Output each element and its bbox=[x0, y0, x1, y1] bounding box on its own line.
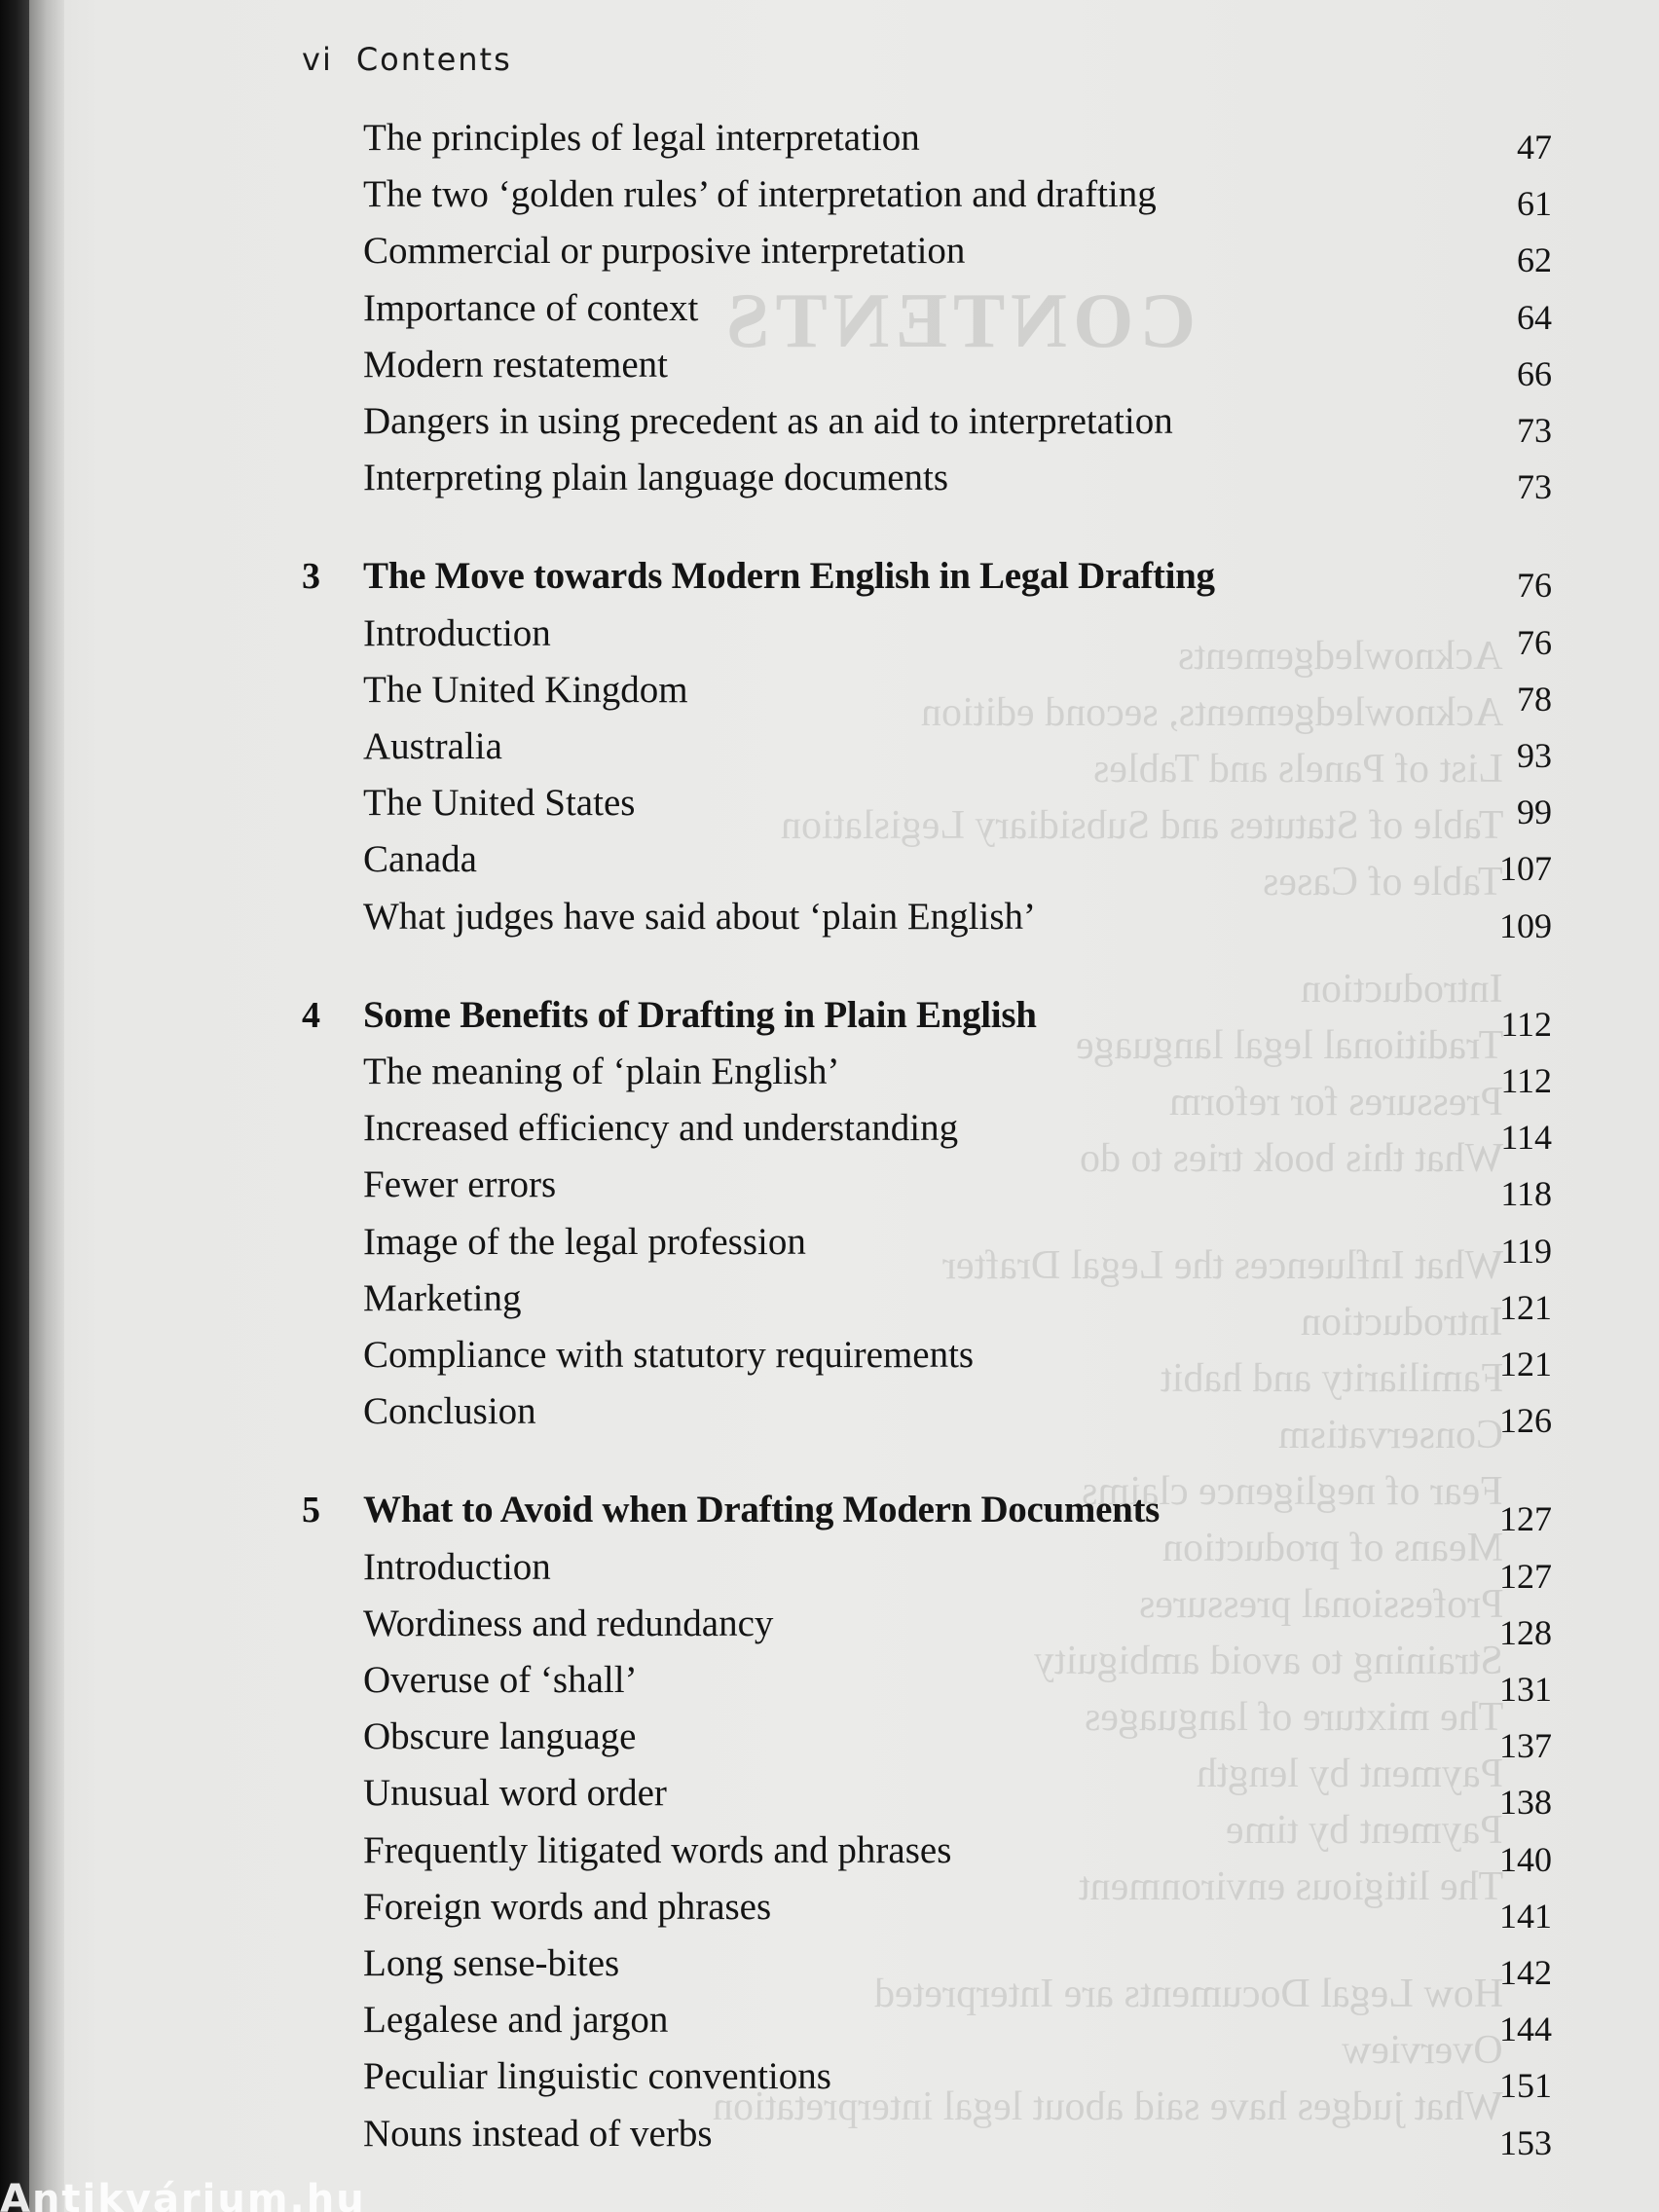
entry-title: Overuse of ‘shall’ bbox=[363, 1659, 638, 1701]
toc-entry-row bbox=[0, 1717, 1659, 1766]
toc-entry-row bbox=[0, 402, 1659, 451]
page-folio: vi bbox=[302, 41, 333, 78]
entry-title: Wordiness and redundancy bbox=[363, 1602, 774, 1644]
entry-title: The United States bbox=[363, 782, 636, 825]
page-number: 119 bbox=[1500, 1231, 1552, 1271]
bleed-through-line: Acknowledgements bbox=[1178, 634, 1503, 679]
toc-entry-row bbox=[0, 1944, 1659, 1993]
toc-entry-row bbox=[0, 2057, 1659, 2106]
toc-entry-row bbox=[0, 840, 1659, 889]
entry-title: Long sense-bites bbox=[363, 1942, 620, 1984]
entry-title: Australia bbox=[363, 725, 502, 767]
page-number: 128 bbox=[1499, 1612, 1552, 1652]
entry-title: Modern restatement bbox=[363, 343, 668, 386]
bleed-through-line: List of Panels and Tables bbox=[1093, 747, 1503, 792]
bleed-through-line: Conservatism bbox=[1278, 1413, 1503, 1457]
page-number: 107 bbox=[1499, 849, 1552, 889]
toc-entry-row bbox=[0, 286, 1659, 338]
page-number: 112 bbox=[1500, 1004, 1552, 1044]
page-number: 127 bbox=[1499, 1499, 1552, 1539]
page-number: 76 bbox=[1517, 622, 1552, 662]
bleed-through-line: What judges have said about legal interpretation bbox=[713, 2084, 1503, 2129]
page-number: 62 bbox=[1517, 240, 1552, 280]
page-number: 99 bbox=[1517, 793, 1552, 832]
toc-entry-row bbox=[0, 1052, 1659, 1101]
toc-entry-row bbox=[0, 1220, 1659, 1272]
entry-title: Obscure language bbox=[363, 1715, 637, 1758]
bleed-through-line: Table of Statutes and Subsidiary Legislation bbox=[780, 803, 1503, 848]
page-number: 73 bbox=[1517, 467, 1552, 507]
toc-chapter-row bbox=[0, 993, 1659, 1045]
page-number: 61 bbox=[1517, 184, 1552, 224]
page-number: 153 bbox=[1499, 2122, 1552, 2162]
toc-entry-row bbox=[0, 2112, 1659, 2163]
entry-title: Compliance with statutory requirements bbox=[363, 1334, 975, 1376]
bleed-through-line: Straining to avoid ambiguity bbox=[1034, 1639, 1503, 1683]
toc-entry-row bbox=[0, 784, 1659, 832]
page-number: 142 bbox=[1499, 1953, 1552, 1992]
entry-title: Introduction bbox=[363, 1545, 551, 1588]
page-number: 151 bbox=[1499, 2066, 1552, 2106]
toc-entry-row bbox=[0, 668, 1659, 719]
toc-entry-row bbox=[0, 2001, 1659, 2049]
bleed-through-line: Means of production bbox=[1162, 1526, 1503, 1570]
bleed-through-line: Familiarity and habit bbox=[1160, 1356, 1503, 1401]
entry-title: Fewer errors bbox=[363, 1163, 557, 1206]
page-number: 47 bbox=[1517, 128, 1552, 166]
entry-title: The United Kingdom bbox=[363, 668, 688, 711]
entry-title: The principles of legal interpretation bbox=[363, 117, 920, 159]
toc-entry-row bbox=[0, 1165, 1659, 1214]
page-number: 73 bbox=[1517, 411, 1552, 450]
page-number: 118 bbox=[1500, 1174, 1552, 1214]
entry-title: Canada bbox=[363, 838, 477, 881]
toc-entry-row bbox=[0, 1336, 1659, 1384]
entry-title: Frequently litigated words and phrases bbox=[363, 1828, 952, 1871]
entry-title: Foreign words and phrases bbox=[363, 1885, 772, 1928]
entry-title: Nouns instead of verbs bbox=[363, 2112, 713, 2155]
running-head-title: Contents bbox=[355, 41, 512, 78]
bleed-through-line: Introduction bbox=[1301, 967, 1503, 1012]
bleed-through-line: Traditional legal language bbox=[1075, 1023, 1503, 1068]
page-number: 138 bbox=[1499, 1783, 1552, 1823]
toc-chapter-row bbox=[0, 557, 1659, 606]
toc-entry-row bbox=[0, 343, 1659, 394]
page-number: 114 bbox=[1500, 1118, 1552, 1158]
page-number: 126 bbox=[1499, 1401, 1552, 1441]
page-number: 78 bbox=[1517, 679, 1552, 719]
entry-title: The two ‘golden rules’ of interpretation and drafting bbox=[363, 173, 1157, 216]
page-number: 66 bbox=[1517, 353, 1552, 393]
bleed-through-line: Overview bbox=[1342, 2028, 1503, 2073]
bleed-through-line: What this book tries to do bbox=[1079, 1136, 1503, 1181]
entry-title: Image of the legal profession bbox=[363, 1220, 806, 1263]
page-number: 121 bbox=[1499, 1287, 1552, 1327]
entry-title: Introduction bbox=[363, 611, 551, 654]
chapter-title: The Move towards Modern English in Legal Drafting bbox=[363, 555, 1215, 598]
bleed-through-line: What Influences the Legal Drafter bbox=[941, 1243, 1503, 1288]
bleed-through-line: Fear of negligence claims bbox=[1082, 1469, 1503, 1514]
bleed-through-line: The litigious environment bbox=[1078, 1864, 1503, 1909]
page-number: 109 bbox=[1499, 905, 1552, 945]
toc-entry-row bbox=[0, 895, 1659, 946]
entry-title: Conclusion bbox=[363, 1390, 536, 1433]
entry-title: Legalese and jargon bbox=[363, 1999, 669, 2042]
bleed-through-heading: CONTENTS bbox=[720, 278, 1197, 364]
chapter-number: 3 bbox=[302, 556, 320, 598]
entry-title: Interpreting plain language documents bbox=[363, 457, 949, 499]
running-head bbox=[302, 41, 512, 78]
toc-entry-row bbox=[0, 1545, 1659, 1597]
chapter-number: 4 bbox=[302, 994, 320, 1036]
bleed-through-line: Pressures for reform bbox=[1169, 1080, 1503, 1124]
toc-entry-row bbox=[0, 1109, 1659, 1158]
entry-title: Dangers in using precedent as an aid to interpretation bbox=[363, 400, 1173, 442]
toc-chapter-row bbox=[0, 1491, 1659, 1539]
chapter-number: 5 bbox=[302, 1490, 320, 1531]
toc-entry-row bbox=[0, 175, 1659, 224]
entry-title: Peculiar linguistic conventions bbox=[363, 2055, 831, 2098]
chapter-title: What to Avoid when Drafting Modern Documents bbox=[363, 1489, 1161, 1531]
toc-entry-row bbox=[0, 119, 1659, 167]
entry-title: What judges have said about ‘plain English’ bbox=[363, 895, 1036, 938]
bleed-through-line: Table of Cases bbox=[1263, 860, 1503, 904]
page-number: 140 bbox=[1499, 1839, 1552, 1879]
entry-title: Unusual word order bbox=[363, 1772, 667, 1815]
bleed-through-line: Acknowledgements, second edition bbox=[920, 690, 1503, 735]
toc-entry-row bbox=[0, 1774, 1659, 1823]
entry-title: Commercial or purposive interpretation bbox=[363, 230, 966, 273]
bleed-through-line: The mixture of languages bbox=[1084, 1695, 1503, 1740]
bleed-through-line: Payment by time bbox=[1226, 1808, 1503, 1853]
bleed-through-line: How Legal Documents are Interpreted bbox=[873, 1972, 1503, 2016]
bleed-through-line: Professional pressures bbox=[1138, 1582, 1503, 1627]
toc-entry-row bbox=[0, 611, 1659, 663]
toc-entry-row bbox=[0, 1661, 1659, 1710]
page-number: 112 bbox=[1500, 1061, 1552, 1100]
toc-entry-row bbox=[0, 1276, 1659, 1328]
toc-entry-row bbox=[0, 459, 1659, 507]
toc-entry-row bbox=[0, 1604, 1659, 1653]
entry-title: The meaning of ‘plain English’ bbox=[363, 1051, 840, 1092]
page-number: 127 bbox=[1499, 1556, 1552, 1596]
bleed-through-line: Introduction bbox=[1301, 1300, 1503, 1345]
page-number: 131 bbox=[1499, 1670, 1552, 1709]
entry-title: Importance of context bbox=[363, 286, 699, 329]
toc-entry-row bbox=[0, 727, 1659, 776]
page-number: 93 bbox=[1517, 736, 1552, 775]
watermark: Antikvárium.hu bbox=[0, 2177, 366, 2212]
bleed-through-line: Payment by length bbox=[1197, 1751, 1503, 1796]
page-number: 121 bbox=[1499, 1345, 1552, 1383]
page-number: 76 bbox=[1517, 566, 1552, 606]
entry-title: Marketing bbox=[363, 1276, 522, 1319]
page-number: 141 bbox=[1499, 1896, 1552, 1936]
toc-entry-row bbox=[0, 232, 1659, 280]
chapter-title: Some Benefits of Drafting in Plain English bbox=[363, 993, 1037, 1036]
page-number: 144 bbox=[1499, 2009, 1552, 2049]
entry-title: Increased efficiency and understanding bbox=[363, 1107, 959, 1150]
page-number: 64 bbox=[1517, 297, 1552, 337]
toc-entry-row bbox=[0, 1392, 1659, 1441]
page-number: 137 bbox=[1499, 1726, 1552, 1766]
